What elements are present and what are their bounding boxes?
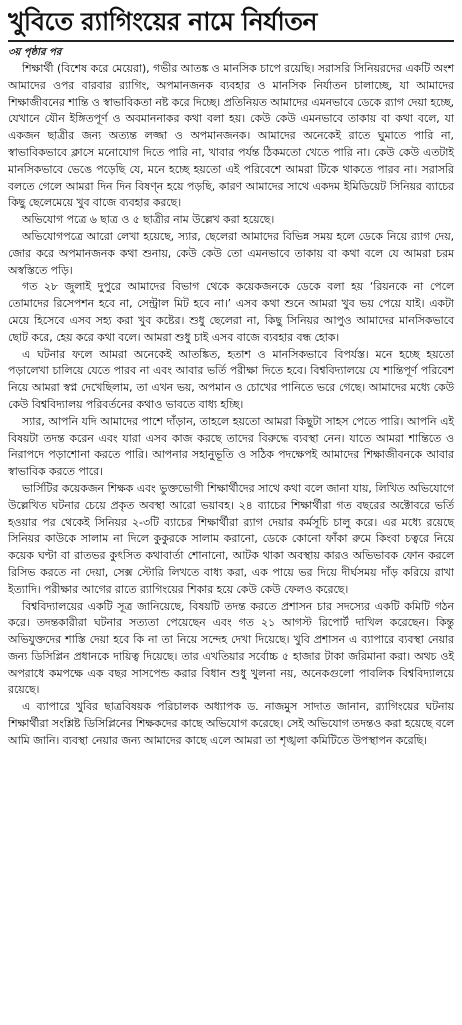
continuation-note: ৩য় পৃষ্ঠার পর (8, 47, 62, 58)
article-paragraph: শিক্ষার্থী (বিশেষ করে মেয়েরা), গভীর আতঙ্ক ও মানসিক চাপে রয়েছি। সরাসরি সিনিয়রদের একটি অংশ আমাদের ওপর বারবার র‌্যাগিং, অপমানজনক ব্যবহার ও মানসিক নির্যাতন চালাচ্ছে, যা আমাদের শিক্ষাজীবনের শান্তি ও স্বাভাবিকতা নষ্ট করে দিচ্ছে। প্রতিনিয়ত আমাদের এমনভাবে ডেকে র‌্যাগ দেয়া হচ্ছে, যেখানে যৌন ইঙ্গিতপূর্ণ ও অবমাননাকর কথা বলা হয়। কেউ কেউ এমনভাবে তাকায় বা কথা বলে, যা একজন ছাত্রীর জন্য অত্যন্ত লজ্জা ও অপমানজনক। আমাদের অনেকেই রাতে ঘুমাতে পারি না, স্বাভাবিকভাবে ক্লাসে মনোযোগ দিতে পারি না, খাবার পর্যন্ত ঠিকমতো খেতে পারি না। কেউ কেউ এতটাই মানসিকভাবে ভেঙে পড়েছি যে, মনে হচ্ছে হয়তো এই পরিবেশে আমরা টিকে থাকতে পারব না। সরাসরি বলতে গেলে আমরা দিন দিন বিষণ্ন হয়ে পড়ছি, কারণ আমাদের সাথে একদম ইমিডিয়েট সিনিয়র ব্যাচের কিছু ছেলেমেয়ে খুব বাজে ব্যবহার করছে। (8, 62, 454, 210)
article-paragraph: অভিযোগ পত্রে ৬ ছাত্র ও ৫ ছাত্রীর নাম উল্লেখ করা হয়েছে। (22, 213, 275, 227)
article-paragraph: ভার্সিটির কয়েকজন শিক্ষক এবং ভুক্তভোগী শিক্ষার্থীদের সাথে কথা বলে জানা যায়, লিখিত অভিযোগে উল্লেখিত ঘটনার চেয়ে প্রকৃত অবস্থা আরো ভয়াবহ। ২৪ ব্যাচের শিক্ষার্থীরা গত বছরের অক্টোবরে ভর্তি হওয়ার পর থেকেই সিনিয়র ২-৩টি ব্যাচের শিক্ষার্থীরা র‌্যাগ দেয়ার কর্মসূচি চালু করে। এর মধ্যে রয়েছে সিনিয়র কাউকে সালাম না দিলে কুকুরকে সালাম করানো, ডেকে কোনো ফাঁকা রুমে কিংবা চত্বরে নিয়ে কয়েক ঘণ্টা বা রাতভর কুৎসিত কথাবার্তা শোনানো, আটক থাকা অবস্থায় কারও অভিভাবক ফোন করলে রিসিভ করতে না দেয়া, সেক্স স্টোরি লিখতে বাধ্য করা, এক পায়ে ভর দিয়ে দীর্ঘসময় দাঁড় করিয়ে রাখা ইত্যাদি। পরীক্ষার আগের রাতে র‌্যাগিংয়ের শিকার হয়ে কেউ কেউ ফেলও করেছে। (8, 481, 454, 596)
article-paragraph: স্যার, আপনি যদি আমাদের পাশে দাঁড়ান, তাহলে হয়তো আমরা কিছুটা সাহস পেতে পারি। আপনি এই বিষয়টা তদন্ত করেন এবং যারা এসব কাজ করছে তাদের বিরুদ্ধে ব্যবস্থা নেন। যাতে আমরা শান্তিতে ও নিরাপদে পড়াশোনা করতে পারি। আপনার সহানুভূতি ও সঠিক পদক্ষেপই আমাদের শিক্ষাজীবনকে আবার স্বাভাবিক করতে পারে। (8, 414, 454, 479)
article-paragraph: গত ২৮ জুলাই দুপুরে আমাদের বিভাগ থেকে কয়েকজনকে ডেকে বলা হয় ‘রিয়নকে না পেলে তোমাদের রিসেপশন হবে না, সেন্ট্রাল মিট হবে না।’ এসব কথা শুনে আমরা খুব ভয় পেয়ে যাই। একটা মেয়ে হিসেবে এসব সহ্য করা খুব কষ্টের। শুধু ছেলেরা না, কিছু সিনিয়র আপুও আমাদের মানসিকভাবে ছোট করে, হেয় করে কথা বলে। আমরা শুধু চাই এসব বাজে ব্যবহার বন্ধ হোক। (8, 280, 454, 344)
article-body (8, 61, 454, 750)
headline-rule (8, 40, 454, 42)
article-paragraph: এ ব্যাপারে খুবির ছাত্রবিষয়ক পরিচালক অধ্যাপক ড. নাজমুস সাদাত জানান, র‌্যাগিংয়ের ঘটনায় শিক্ষার্থীরা সংশ্লিষ্ট ডিসিপ্লিনের শিক্ষকদের কাছে অভিযোগ করেছে। সেই অভিযোগ তদন্তও করা হয়েছে বলে আমি জানি। ব্যবস্থা নেয়ার জন্য আমাদের কাছে এলে আমরা তা শৃঙ্খলা কমিটিতে উপস্থাপন করেছি। (8, 700, 454, 747)
article-paragraph: অভিযোগপত্রে আরো লেখা হয়েছে, স্যার, ছেলেরা আমাদের বিভিন্ন সময় হলে ডেকে নিয়ে র‌্যাগ দেয়, জোর করে অপমানজনক কথা শুনায়, কেউ কেউ তো এমনভাবে তাকায় বা কথা বলে যে আমরা চরম অস্বস্তিতে পড়ি। (8, 229, 455, 277)
article-paragraph: এ ঘটনার ফলে আমরা অনেকেই আতঙ্কিত, হতাশ ও মানসিকভাবে বিপর্যস্ত। মনে হচ্ছে হয়তো পড়ালেখা চালিয়ে যেতে পারব না এবং আবার ভর্তি পরীক্ষা দিতে হবে। বিশ্ববিদ্যালয়ে যে শান্তিপূর্ণ পরিবেশ নিয়ে আমরা স্বপ্ন দেখেছিলাম, তা এখন ভয়, অপমান ও চোখের পানিতে ভরে গেছে। আমাদের মধ্যে কেউ কেউ বিশ্ববিদ্যালয় পরিবর্তনের কথাও ভাবতে বাধ্য হচ্ছি। (8, 347, 454, 411)
article-paragraph: বিশ্ববিদ্যালয়ের একটি সূত্র জানিয়েছে, বিষয়টি তদন্ত করতে প্রশাসন চার সদস্যের একটি কমিটি গঠন করে। তদন্তকারীরা ঘটনার সত্যতা পেয়েছেন এবং গত ২১ আগস্ট রিপোর্ট দাখিল করেছেন। কিন্তু অভিযুক্তদের শাস্তি দেয়া হবে কি না তা নিয়ে সন্দেহ দেখা দিয়েছে। খুবি প্রশাসন এ ব্যাপারে ব্যবস্থা নেয়ার জন্য ডিসিপ্লিন প্রধানকে দায়িত্ব দিয়েছে। তার এখতিয়ার সর্বোচ্চ ৫ হাজার টাকা জরিমানা করা। অথচ ওই অপরাধে কমপক্ষে এক বছর সাসপেন্ড করার বিধান শুধু খুলনা নয়, অনেকগুলো পাবলিক বিশ্ববিদ্যালয়ে রয়েছে। (8, 599, 454, 697)
article-headline: খুবিতে র‌্যাগিংয়ের নামে নির্যাতন (8, 7, 317, 36)
